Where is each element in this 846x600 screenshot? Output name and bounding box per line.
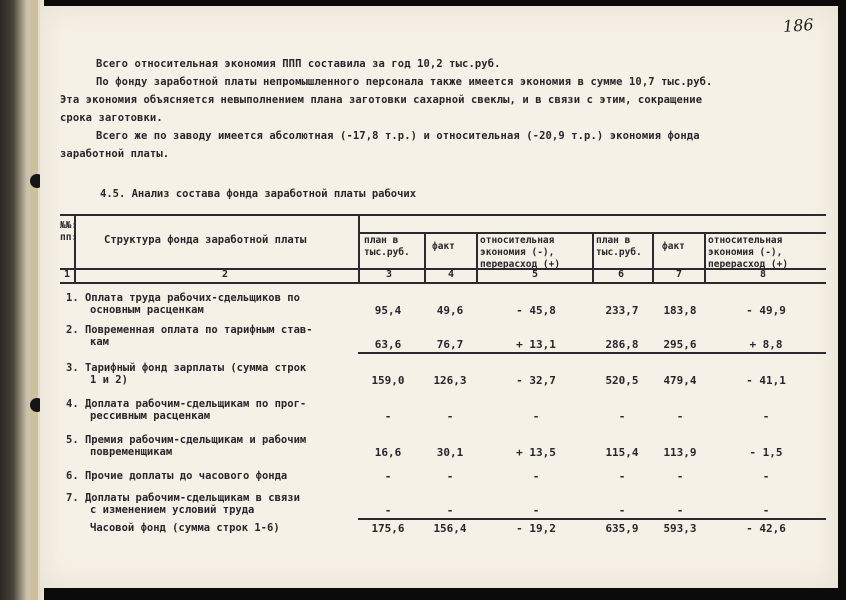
paragraph-line: Всего же по заводу имеется абсолютная (-17,8 т.р.) и относительная (-20,9 т.р.) экономия фонда xyxy=(96,130,700,142)
header-plan2-line-2: тыс.руб. xyxy=(596,247,642,258)
cell-rel1: - xyxy=(532,410,540,423)
row-label-line: 1 и 2) xyxy=(90,374,128,386)
sum-rule-1 xyxy=(358,352,826,354)
cell-rel2: - 1,5 xyxy=(749,446,783,459)
header-structure: Структура фонда заработной платы xyxy=(104,234,307,246)
col-divider xyxy=(704,232,706,282)
cell-plan1: 16,6 xyxy=(374,446,402,459)
sum-rule-2 xyxy=(358,518,826,520)
header-rel1-line-3: перерасход (+) xyxy=(480,259,561,270)
paragraph-line: срока заготовки. xyxy=(60,112,163,124)
row-label-line: 2. Повременная оплата по тарифным став- xyxy=(66,324,313,336)
col-divider xyxy=(592,232,594,282)
paragraph-line: Всего относительная экономия ППП составила за год 10,2 тыс.руб. xyxy=(96,58,501,70)
cell-plan1: 63,6 xyxy=(374,338,402,351)
header-rel2-line-3: перерасход (+) xyxy=(708,259,789,270)
header-fact2: факт xyxy=(662,241,685,252)
cell-rel1: + 13,1 xyxy=(516,338,556,351)
cell-fact2: - xyxy=(676,470,684,483)
col-divider xyxy=(476,232,478,282)
table-colnum-rule xyxy=(60,282,826,284)
cell-plan2: 635,9 xyxy=(605,522,639,535)
cell-plan2: 115,4 xyxy=(605,446,639,459)
cell-plan1: 159,0 xyxy=(371,374,405,387)
header-plan1-line-2: тыс.руб. xyxy=(364,247,410,258)
cell-plan1: 175,6 xyxy=(371,522,405,535)
col-number: 3 xyxy=(386,269,393,280)
col-number: 6 xyxy=(618,269,625,280)
binder-edge xyxy=(30,0,38,600)
cell-plan1: 95,4 xyxy=(374,304,402,317)
page-number: 186 xyxy=(782,14,815,37)
cell-fact1: - xyxy=(446,504,454,517)
header-rel1-line-1: относительная xyxy=(480,235,555,246)
header-rel1-line-2: экономия (-), xyxy=(480,247,555,258)
cell-fact2: - xyxy=(676,504,684,517)
col-number: 5 xyxy=(532,269,539,280)
paragraph-line: заработной платы. xyxy=(60,148,170,160)
row-label-line: 4. Доплата рабочим-сдельщикам по прог- xyxy=(66,398,307,410)
row-label-line: 6. Прочие доплаты до часового фонда xyxy=(66,470,288,482)
cell-plan2: 233,7 xyxy=(605,304,639,317)
cell-rel1: + 13,5 xyxy=(516,446,556,459)
cell-plan1: - xyxy=(384,470,392,483)
row-label-line: повременщикам xyxy=(90,446,173,458)
row-label-line: 5. Премия рабочим-сдельщикам и рабочим xyxy=(66,434,307,446)
row-label-line: 7. Доплаты рабочим-сдельщикам в связи xyxy=(66,492,300,504)
cell-plan2: 520,5 xyxy=(605,374,639,387)
col-number: 1 xyxy=(64,269,71,280)
row-label-line: с изменением условий труда xyxy=(90,504,255,516)
row-label-line: 3. Тарифный фонд зарплаты (сумма строк xyxy=(66,362,307,374)
cell-rel2: - xyxy=(762,470,770,483)
cell-plan2: - xyxy=(618,504,626,517)
cell-fact2: 183,8 xyxy=(663,304,697,317)
col-number: 8 xyxy=(760,269,767,280)
cell-fact1: 76,7 xyxy=(436,338,464,351)
cell-fact1: 126,3 xyxy=(433,374,467,387)
cell-rel2: - 49,9 xyxy=(746,304,786,317)
cell-plan2: - xyxy=(618,470,626,483)
cell-fact1: 49,6 xyxy=(436,304,464,317)
paragraph-line: По фонду заработной платы непромышленного персонала также имеется экономия в сумме 10,7 тыс.руб. xyxy=(96,76,713,88)
header-fact1: факт xyxy=(432,241,455,252)
cell-rel1: - 45,8 xyxy=(516,304,556,317)
row-label-line: 1. Оплата труда рабочих-сдельщиков по xyxy=(66,292,300,304)
cell-fact2: - xyxy=(676,410,684,423)
cell-fact2: 479,4 xyxy=(663,374,697,387)
cell-plan1: - xyxy=(384,504,392,517)
cell-rel2: - 42,6 xyxy=(746,522,786,535)
col-number: 7 xyxy=(676,269,683,280)
row-label-line: Часовой фонд (сумма строк 1-6) xyxy=(90,522,280,534)
header-plan2-line-1: план в xyxy=(596,235,631,246)
section-heading: 4.5. Анализ состава фонда заработной платы рабочих xyxy=(100,188,417,200)
header-num-line-1: №№: xyxy=(60,220,78,231)
cell-rel1: - 32,7 xyxy=(516,374,556,387)
row-label-line: рессивным расценкам xyxy=(90,410,211,422)
cell-rel2: - xyxy=(762,410,770,423)
col-divider xyxy=(424,232,426,282)
cell-fact2: 295,6 xyxy=(663,338,697,351)
row-label-line: кам xyxy=(90,336,109,348)
header-rel2-line-1: относительная xyxy=(708,235,783,246)
cell-fact2: 593,3 xyxy=(663,522,697,535)
cell-plan1: - xyxy=(384,410,392,423)
col-divider xyxy=(652,232,654,282)
table-top-rule xyxy=(60,214,826,216)
cell-rel1: - xyxy=(532,470,540,483)
col-number: 2 xyxy=(222,269,229,280)
cell-rel2: + 8,8 xyxy=(749,338,783,351)
row-label-line: основным расценкам xyxy=(90,304,204,316)
header-num-line-2: пп: xyxy=(60,232,78,243)
cell-rel2: - xyxy=(762,504,770,517)
cell-fact1: - xyxy=(446,410,454,423)
document-page xyxy=(40,6,838,588)
cell-rel2: - 41,1 xyxy=(746,374,786,387)
cell-fact1: 156,4 xyxy=(433,522,467,535)
cell-fact1: 30,1 xyxy=(436,446,464,459)
cell-rel1: - xyxy=(532,504,540,517)
paragraph-line: Эта экономия объясняется невыполнением плана заготовки сахарной свеклы, и в связи с этим, сокращение xyxy=(60,94,703,106)
col-divider xyxy=(358,214,360,282)
cell-fact1: - xyxy=(446,470,454,483)
cell-plan2: 286,8 xyxy=(605,338,639,351)
col-number: 4 xyxy=(448,269,455,280)
cell-rel1: - 19,2 xyxy=(516,522,556,535)
cell-plan2: - xyxy=(618,410,626,423)
header-rel2-line-2: экономия (-), xyxy=(708,247,783,258)
cell-fact2: 113,9 xyxy=(663,446,697,459)
header-plan1-line-1: план в xyxy=(364,235,399,246)
